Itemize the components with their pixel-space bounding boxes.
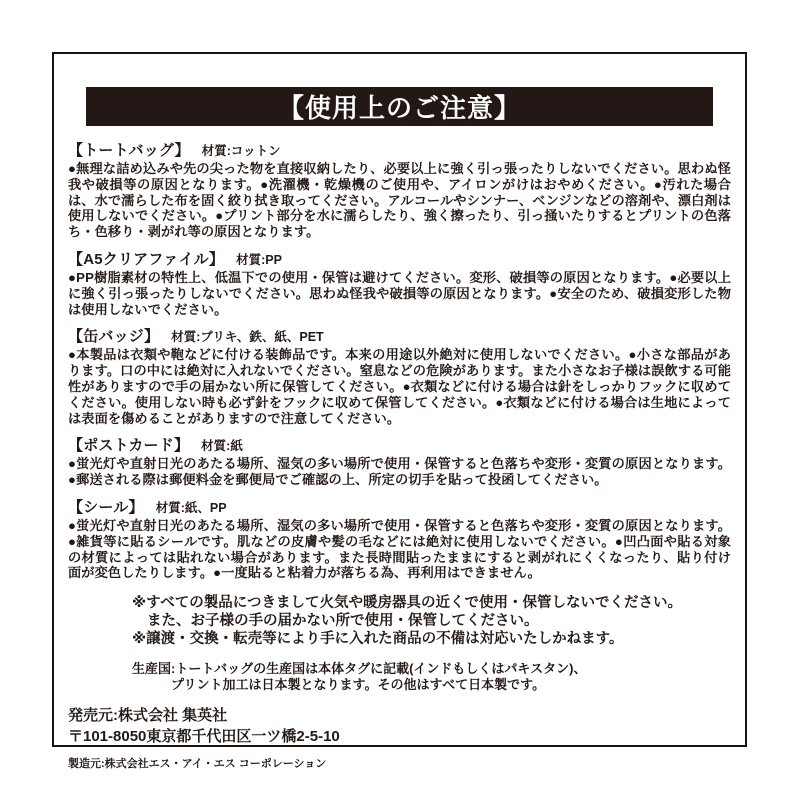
section-body: ●PP樹脂素材の特性上、低温下での使用・保管は避けてください。変形、破損等の原因となります。●必要以上に強く引っ張ったりしないでください。思わぬ怪我や破損等の原因となります。●安全のため、破損変形した物は使用しないでください。 bbox=[68, 269, 731, 317]
section-title: 【缶バッジ】 bbox=[68, 328, 160, 346]
section-material: 材質:紙 bbox=[201, 439, 243, 454]
section-postcard bbox=[68, 434, 731, 488]
section-body: ●蛍光灯や直射日光のあたる場所、湿気の多い場所で使用・保管すると色落ちや変形・変質の原因となります。●雑貨等に貼るシールです。肌などの皮膚や髪の毛などには絶対に使用しないでください。●凹凸面や貼る対象の材質によっては貼れない場合があります。また長時間貼ったままにすると剥がれにくくなったり、貼り付け面が変色したりします。●一度貼ると粘着力が落ちる為、再利用はできません。 bbox=[68, 517, 731, 581]
notice-sheet bbox=[52, 52, 747, 771]
section-title: 【シール】 bbox=[68, 498, 144, 516]
section-title: 【A5クリアファイル】 bbox=[68, 250, 225, 268]
general-notes bbox=[132, 594, 731, 648]
notice-banner-title: 【使用上のご注意】 bbox=[277, 93, 521, 123]
section-title: 【ポストカード】 bbox=[68, 437, 190, 455]
origin-line-continuation: プリント加工は日本製となります。その他はすべて日本製です。 bbox=[171, 676, 546, 692]
section-head bbox=[68, 434, 731, 455]
note-line-continuation: また、お子様の手の届かない所で使用・保管してください。 bbox=[147, 613, 539, 630]
section-head bbox=[68, 325, 731, 346]
seller-line: 発売元:株式会社 集英社 bbox=[68, 707, 228, 725]
section-material: 材質:ブリキ、鉄、紙、PET bbox=[171, 330, 324, 345]
notice-banner bbox=[86, 87, 713, 126]
note-line: ※譲渡・交換・転売等により手に入れた商品の不備は対応いたしかねます。 bbox=[132, 631, 624, 648]
section-head bbox=[68, 139, 731, 160]
section-tote-bag bbox=[68, 139, 731, 240]
section-material: 材質:コットン bbox=[201, 144, 281, 158]
section-a5-clear-file bbox=[68, 248, 731, 317]
address-line: 〒101-8050東京都千代田区一ツ橋2-5-10 bbox=[68, 728, 340, 746]
note-line: ※すべての製品につきまして火気や暖房器具の近くで使用・保管しないでください。 bbox=[132, 595, 683, 612]
section-head bbox=[68, 496, 731, 517]
notice-content bbox=[54, 126, 745, 771]
section-material: 材質:紙、PP bbox=[155, 500, 227, 515]
country-of-origin bbox=[132, 661, 731, 692]
section-body: ●無理な詰め込みや先の尖った物を直接収納したり、必要以上に強く引っ張ったりしないでください。思わぬ怪我や破損等の原因となります。●洗濯機・乾燥機のご使用や、アイロンがけはおやめください。●汚れた場合は、水で濡らした布を固く絞り拭き取ってください。アルコールやシンナー、ベンジンなどの溶剤や、漂白剤は使用しないでください。●プリント部分を水に濡らしたり、強く擦ったり、引っ掻いたりするとプリントの色落ち・色移り・剥がれ等の原因となります。 bbox=[68, 161, 731, 240]
section-body: ●本製品は衣類や鞄などに付ける装飾品です。本来の用途以外絶対に使用しないでください。●小さな部品があります。口の中には絶対に入れないでください。窒息などの危険があります。また小さなお子様は誤飲する可能性がありますので手の届かない所に保管してください。●衣類などに付ける場合は針をしっかりフックに収めてください。使用しない時も必ず針をフックに収めて保管してください。●衣類などに付ける場合は生地によっては表面を傷めることがありますので注意してください。 bbox=[68, 347, 731, 426]
section-material: 材質:PP bbox=[236, 252, 282, 267]
section-head bbox=[68, 248, 731, 269]
manufacturer-line: 製造元:株式会社エス・アイ・エス コーポレーション bbox=[68, 758, 327, 771]
section-sticker bbox=[68, 496, 731, 581]
publisher-block bbox=[68, 705, 731, 771]
section-can-badge bbox=[68, 325, 731, 426]
section-body: ●蛍光灯や直射日光のあたる場所、湿気の多い場所で使用・保管すると色落ちや変形・変質の原因となります。●郵送される際は郵便料金を郵便局でご確認の上、所定の切手を貼って投函してください。 bbox=[68, 456, 731, 488]
origin-line: 生産国:トートバッグの生産国は本体タグに記載(インドもしくはパキスタン)、 bbox=[132, 661, 587, 677]
section-title: 【トートバッグ】 bbox=[68, 142, 190, 159]
